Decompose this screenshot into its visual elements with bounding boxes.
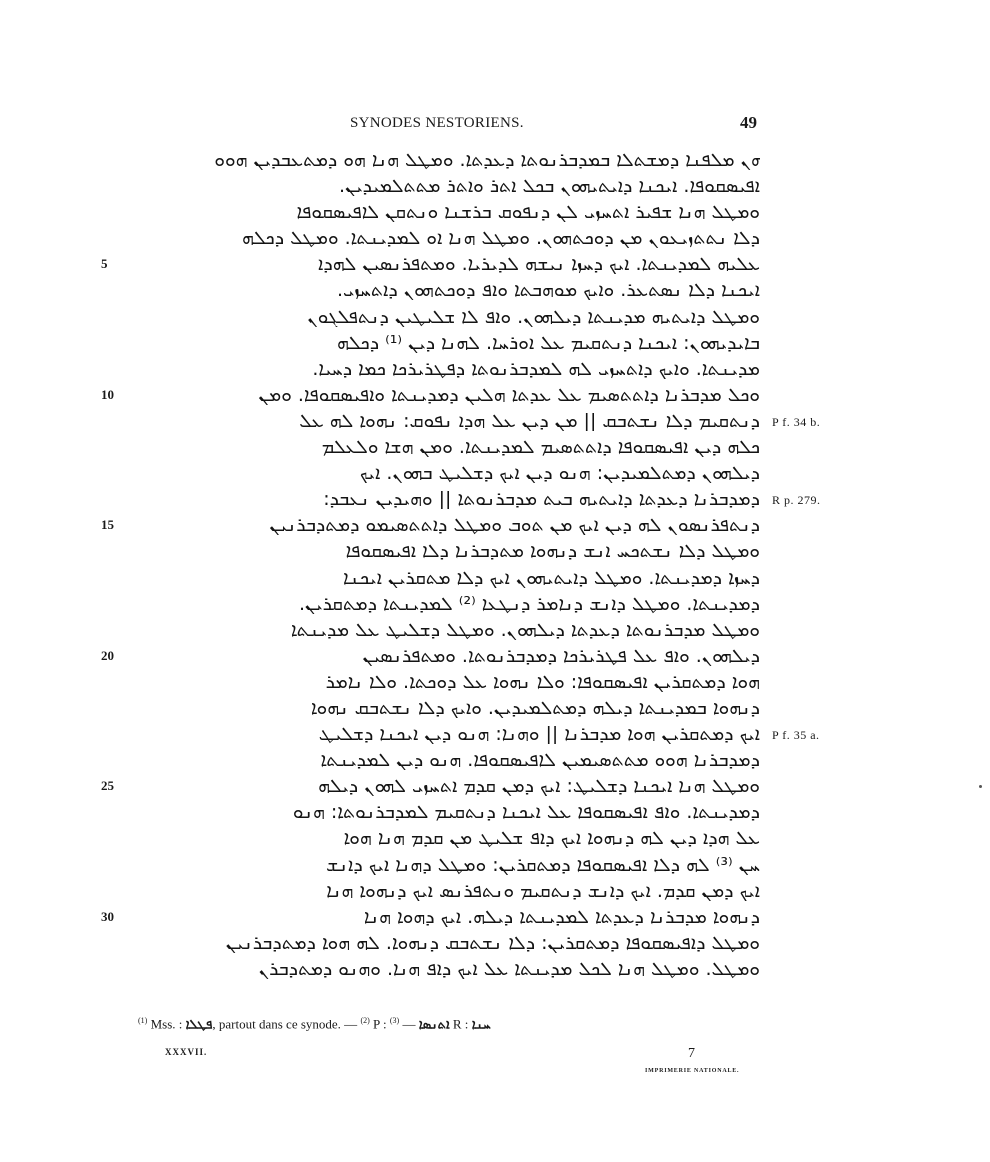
syriac-line-text: ܘܡܛܠ ܗܢܐ ܐܝܟܢܐ ܕܫܠܝܛ: ܐܝܟ ܕܡܢ ܩܕܡ ܐܬܚܙܝ ܠܗܘܢ ܕܝܠܗ xyxy=(318,776,760,797)
text-line xyxy=(128,357,760,383)
syriac-line-text: ܥܠܝܗ ܠܡܕܝܢܬܐ. ܐܝܟ ܕܚܙܐ ܢܝܫܗ ܠܕܝܪܝܐ. ܘܡܬܦܪܢܣܝܢ ܠܗܕܐ xyxy=(317,254,760,275)
text-line xyxy=(128,226,760,252)
running-title: SYNODES NESTORIENS. xyxy=(350,115,524,131)
syriac-line-text: ܘܟܠ ܡܕܒܪܢܐ ܕܐܬܬܣܝܡ ܥܠ ܥܕܬܐ ܗܠܝܢ ܕܡܕܝܢܬܐ ܘܐܦܝܣܩܘܦܐ. ܘܡܢ xyxy=(258,384,760,405)
text-line xyxy=(128,566,760,592)
text-line xyxy=(128,696,760,722)
text-line xyxy=(101,644,760,670)
manuscript-folio-note: R p. 279. xyxy=(772,493,821,508)
footnotes xyxy=(138,1016,491,1032)
text-line xyxy=(128,618,760,644)
syriac-line-text: ܕܢܬܦܪܢܣܘܢ ܠܗ ܕܝܢ ܐܝܟ ܡܢ ܬܘܒ ܘܡܛܠ ܕܐܬܬܣܝܡܘ ܕܡܬܕܒܪܢܝܢ xyxy=(269,515,760,536)
syriac-line-text: ܐܝܟ ܕܡܬܩܪܝܢ ܗܘܐ ܡܕܒܪܢܐ || ܘܗܢܐ: ܗܢܘ ܕܝܢ ܐܝܟܢܐ ܕܫܠܝܛ xyxy=(318,724,760,745)
text-line xyxy=(101,774,760,800)
syriac-line-text: ܗܘܐ ܕܡܬܩܪܝܢ ܐܦܝܣܩܘܦܐ: ܘܠܐ ܢܗܘܐ ܥܠ ܕܘܟܬܐ. ܘܠܐ ܢܐܡܪ xyxy=(325,671,760,692)
text-line xyxy=(128,278,760,304)
text-line xyxy=(128,879,760,905)
text-line xyxy=(128,435,760,461)
syriac-line-text: ܕܝܠܗܘܢ. ܘܐܦ ܥܠ ܦܛܪܝܪܟܐ ܕܡܕܒܪܢܘܬܐ. ܘܡܬܦܪܢܣܝܢ xyxy=(362,645,760,666)
syriac-line-text: ܕܝܠܗܘܢ ܕܡܬܠܡܝܕܝܢ: ܗܢܘ ܕܝܢ ܐܝܟ ܕܫܠܝܛ ܒܗܘܢ. ܐܝܟ xyxy=(359,463,760,484)
text-line xyxy=(128,931,760,957)
footnote-marker-1: (1) xyxy=(138,1016,148,1025)
syriac-line-text: ܕܢܗܘܐ ܡܕܒܪܢܐ ܕܥܕܬܐ ܠܡܕܝܢܬܐ ܕܝܠܗ. ܐܝܟ ܕܗܘܐ ܗܢܐ xyxy=(363,906,760,927)
syriac-line-text: ܘܡܛܠ ܕܐܝܬܝܗ ܡܕܝܢܬܐ ܕܝܠܗܘܢ. ܘܐܦ ܠܐ ܫܠܝܛܝܢ ܕܢܬܦܠܓܘܢ xyxy=(307,306,760,327)
imprint: IMPRIMERIE NATIONALE. xyxy=(645,1068,740,1074)
line-number: 25 xyxy=(101,778,114,794)
sheet-number: 7 xyxy=(688,1046,695,1061)
syriac-text-block xyxy=(101,148,821,983)
syriac-line-text: ܘܡܛܠ. ܘܡܛܠ ܗܢܐ ܠܟܠ ܡܕܝܢܬܐ ܥܠ ܐܝܟ ܕܐܦ ܗܢܐ. ܘܗܢܘ ܕܡܬܕܒܪܢ xyxy=(258,958,760,979)
text-line xyxy=(128,148,760,174)
text-line xyxy=(101,905,760,931)
text-line xyxy=(128,853,760,879)
syriac-line-text: ܚܢ ⁽³⁾ ܠܗ ܕܠܐ ܐܦܝܣܩܘܦܐ ܕܡܬܩܪܝܢ: ܘܡܛܠ ܕܗܢܐ ܐܝܟ ܕܐܢܫ xyxy=(325,854,760,875)
signature-mark: XXXVII. xyxy=(165,1047,208,1057)
footnote-syriac-2: ܐܬܢܣܐ xyxy=(418,1017,450,1033)
text-line xyxy=(128,592,760,618)
syriac-line-text: ܕܢܗܘܐ ܒܡܕܝܢܬܐ ܕܝܠܗ ܕܡܬܠܡܝܕܝܢ. ܘܐܝܟ ܕܠܐ ܢܫܬܒܩ ܢܗܘܐ xyxy=(310,697,760,718)
text-line xyxy=(128,670,760,696)
syriac-line-text: ܕܡܕܝܢܬܐ. ܘܐܦ ܐܦܝܣܩܘܦܐ ܥܠ ܐܝܟܢܐ ܕܢܬܩܝܡ ܠܡܕܒܪܢܘܬܐ: ܗܢܘ xyxy=(292,802,760,823)
line-number: 15 xyxy=(101,517,114,533)
text-line xyxy=(128,826,760,852)
text-line xyxy=(128,800,760,826)
syriac-line-text: ܐܝܟ ܕܡܢ ܩܕܡ. ܐܝܟ ܕܐܢܫ ܕܢܬܩܝܡ ܘܢܬܦܪܢܣ ܐܝܟ ܕܢܗܘܐ ܗܢܐ xyxy=(326,880,760,901)
footnote-marker-3: (3) xyxy=(389,1016,400,1025)
line-number: 20 xyxy=(101,647,114,663)
text-line xyxy=(128,722,820,748)
line-number: 10 xyxy=(101,386,114,402)
syriac-line-text: ܐܦܝܣܩܘܦܐ. ܐܝܟܢܐ ܕܐܝܬܝܗܘܢ ܒܟܠ ܐܬܪ ܘܐܬܪ ܡܬܬܠܡܝܕܝܢ. xyxy=(339,176,760,197)
syriac-line-text: ܒܐܝܕܝܗܘܢ: ܐܝܟܢܐ ܕܢܬܩܝܡ ܥܠ ܐܘܪܚܐ. ܠܗܢܐ ܕܝܢ ⁽¹⁾ ܕܟܠܗ xyxy=(337,332,760,353)
text-line xyxy=(128,200,760,226)
manuscript-folio-note: P f. 34 b. xyxy=(772,414,821,429)
footnote-r: R : xyxy=(452,1016,469,1032)
syriac-line-text: ܘܡܛܠ ܕܐܦܝܣܩܘܦܐ ܕܡܬܩܪܝܢ: ܕܠܐ ܢܫܬܒܩ ܕܢܗܘܐ. ܠܗ ܗܘܐ ܕܡܬܕܒܪܢܝܢ xyxy=(225,932,760,953)
footnote-text: , partout dans ce synode. — xyxy=(212,1016,358,1032)
page-number: 49 xyxy=(740,113,757,132)
syriac-line-text: ܕܢܬܩܝܡ ܕܠܐ ܢܫܬܒܩ || ܡܢ ܕܝܢ ܥܠ ܗܕܐ ܢܦܘܩ: ܢܗܘܐ ܠܗ ܥܠ xyxy=(299,410,760,431)
text-line xyxy=(128,461,760,487)
line-number: 5 xyxy=(101,256,108,272)
syriac-line-text: ܥܠ ܗܕܐ ܕܝܢ ܠܗ ܕܢܗܘܐ ܐܝܟ ܕܐܦ ܫܠܝܛ ܡܢ ܩܕܡ ܗܢܐ ܗܘܐ xyxy=(343,828,760,849)
text-line xyxy=(101,252,760,278)
footnote-p: P : xyxy=(373,1016,387,1032)
syriac-line-text: ܗܢ ܡܠܦܢܐ ܕܡܫܬܠܐ ܒܡܕܒܪܢܘܬܐ ܕܥܕܬܐ. ܘܡܛܠ ܗܢܐ ܗܘ ܕܡܬܥܒܕܝܢ ܗܘܘ xyxy=(214,150,760,170)
syriac-line-text: ܟܠܗ ܕܝܢ ܐܦܝܣܩܘܦܐ ܕܐܬܬܣܝܡ ܠܡܕܝܢܬܐ. ܘܡܢ ܗܫܐ ܘܠܥܠܡ xyxy=(321,437,760,458)
text-line xyxy=(128,539,760,565)
text-line xyxy=(128,409,821,435)
text-line xyxy=(128,174,760,200)
text-line xyxy=(128,957,760,983)
text-line xyxy=(128,487,821,513)
syriac-line-text: ܕܡܕܝܢܬܐ. ܘܡܛܠ ܕܐܢܫ ܕܢܐܡܪ ܕܢܛܥܐ ⁽²⁾ ܠܡܕܝܢܬܐ ܕܡܬܩܪܝܢ. xyxy=(298,593,760,614)
footnote-dash: — xyxy=(402,1016,419,1032)
line-number: 30 xyxy=(101,908,114,924)
syriac-line-text: ܕܠܐ ܢܬܬܙܝܥܘܢ ܡܢ ܕܘܟܬܗܘܢ. ܘܡܛܠ ܗܢܐ ܐܘ ܠܡܕܝܢܬܐ. ܘܡܛܠ ܕܟܠܗ xyxy=(242,228,760,249)
footnote-mss: Mss. : xyxy=(150,1016,183,1032)
speck xyxy=(979,785,982,788)
footnote-marker-2: (2) xyxy=(360,1016,370,1025)
syriac-line-text: ܕܡܕܒܪܢܐ ܗܘܘ ܡܬܬܣܝܡܝܢ ܠܐܦܝܣܩܘܦܐ. ܗܢܘ ܕܝܢ ܠܡܕܝܢܬܐ xyxy=(320,750,760,771)
syriac-line-text: ܕܚܙܐ ܕܡܕܝܢܬܐ. ܘܡܛܠ ܕܐܝܬܝܗܘܢ ܐܝܟ ܕܠܐ ܡܬܩܪܝܢ ܐܝܟܢܐ xyxy=(343,567,760,588)
syriac-line-text: ܕܡܕܒܪܢܐ ܕܥܕܬܐ ܕܐܝܬܝܗ ܒܝܬ ܡܕܒܪܢܘܬܐ || ܘܗܝܕܝܢ ܢܥܒܕ: xyxy=(323,489,760,510)
text-line xyxy=(128,305,760,331)
text-line xyxy=(101,513,760,539)
text-line xyxy=(128,331,760,357)
text-line xyxy=(128,748,760,774)
text-line xyxy=(101,383,760,409)
footnote-syriac-1: ܦܛܠܐ xyxy=(185,1017,213,1033)
syriac-line-text: ܘܡܛܠ ܡܕܒܪܢܘܬܐ ܕܥܕܬܐ ܕܝܠܗܘܢ. ܘܡܛܠ ܕܫܠܝܛ ܥܠ ܡܕܝܢܬܐ xyxy=(290,619,760,640)
syriac-line-text: ܘܡܛܠ ܕܠܐ ܢܫܬܟܚ ܐܢܫ ܕܢܗܘܐ ܡܬܕܒܪܢܐ ܕܠܐ ܐܦܝܣܩܘܦܐ xyxy=(345,541,760,562)
manuscript-folio-note: P f. 35 a. xyxy=(772,728,820,743)
syriac-line-text: ܐܝܟܢܐ ܕܠܐ ܢܣܬܥܪ. ܘܐܝܟ ܡܘܗܒܬܐ ܘܐܦ ܕܘܟܬܗܘܢ ܕܐܬܚܙܝ. xyxy=(337,280,760,301)
syriac-line-text: ܡܕܝܢܬܐ. ܘܐܝܟ ܕܐܬܚܙܝ ܠܗ ܠܡܕܒܪܢܘܬܐ ܕܦܛܪܝܪܟܐ ܟܡܐ ܕܚܝܐ. xyxy=(312,358,760,379)
footnote-syriac-3: ܚܢܐ xyxy=(471,1017,491,1033)
syriac-line-text: ܘܡܛܠ ܗܢܐ ܫܦܝܪ ܐܬܚܙܝ ܠܢ ܕܢܦܘܩ ܒܪܫܢܐ ܘܢܬܩܢ ܠܐܦܝܣܩܘܦܐ xyxy=(296,202,760,223)
